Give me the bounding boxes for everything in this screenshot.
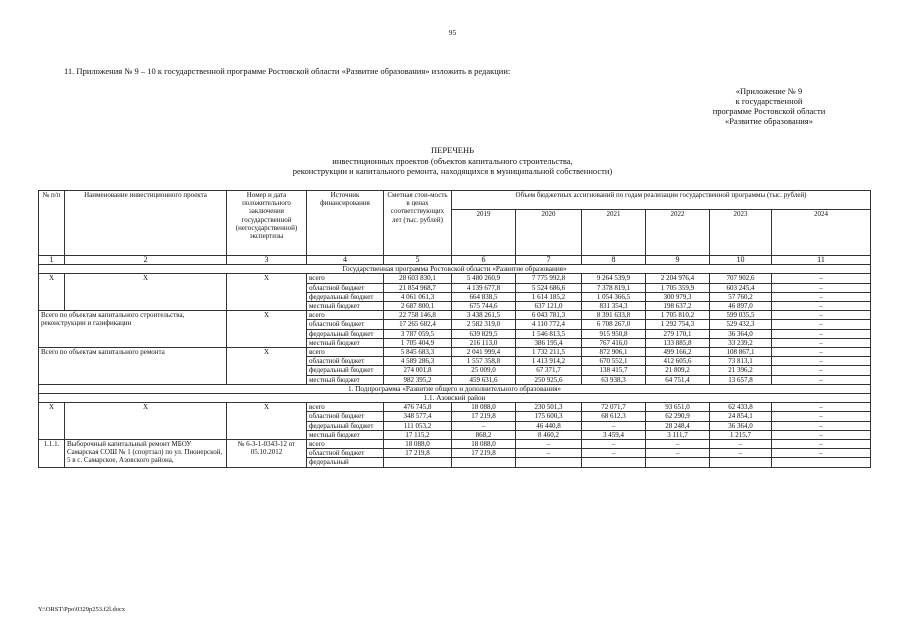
row-source: областной бюджет [307,357,384,366]
cell-2023: 36 364,0 [710,329,772,338]
footer-file-path: Y:\ORST\Ppo\0329p253.f2l.docx [38,606,126,613]
header-cost: Сметная стои-мость в ценах соответствующих лет (тыс. рублей) [384,191,452,256]
row-source: местный бюджет [307,338,384,347]
table-row [39,274,871,283]
row-source: федеральный бюджет [307,329,384,338]
row-expertise: Х [227,348,307,385]
row-source: областной бюджет [307,449,384,458]
cell-2021: 831 354,3 [582,302,646,311]
cell-2023: 603 245,4 [710,283,772,292]
cell-cost [384,458,452,467]
header-source: Источник финансирования [307,191,384,256]
appendix-line-3: программе Ростовской области [712,106,826,116]
cell-2020: 46 440,8 [516,421,582,430]
cell-2023: 1 215,7 [710,430,772,439]
cell-2024: – [772,403,871,412]
row-expertise: Х [227,274,307,311]
section-row [39,394,871,403]
cell-cost: 21 854 968,7 [384,283,452,292]
cell-2019: 459 631,6 [452,375,516,384]
cell-2023: 13 657,8 [710,375,772,384]
column-number: 6 [452,256,516,265]
cell-2022: 198 637,2 [646,302,710,311]
cell-2022: 62 290,9 [646,412,710,421]
cell-2023: 707 902,6 [710,274,772,283]
row-source: областной бюджет [307,412,384,421]
cell-cost: 4 061 061,3 [384,292,452,301]
cell-cost: 28 603 830,1 [384,274,452,283]
cell-2020: 230 501,3 [516,403,582,412]
cell-2020: 1 546 813,5 [516,329,582,338]
cell-2021: 670 552,1 [582,357,646,366]
heading-title: ПЕРЕЧЕНЬ [431,145,474,155]
row-expertise: Х [227,403,307,440]
cell-2022: 1 705 810,2 [646,311,710,320]
cell-2022: 64 751,4 [646,375,710,384]
cell-2024: – [772,357,871,366]
cell-2020 [516,458,582,467]
cell-2024: – [772,338,871,347]
cell-2022 [646,458,710,467]
column-number: 1 [39,256,65,265]
row-source: федеральный бюджет [307,366,384,375]
cell-2020: 250 925,6 [516,375,582,384]
cell-2022: 133 885,8 [646,338,710,347]
cell-cost: 476 745,8 [384,403,452,412]
column-numbers-row [39,256,871,265]
section-row [39,384,871,393]
cell-2024: – [772,329,871,338]
cell-2022: – [646,449,710,458]
cell-2023: 57 760,2 [710,292,772,301]
section-row [39,265,871,274]
header-year: 2019 [452,210,516,256]
cell-2024: – [772,320,871,329]
row-expertise: № 6-3-1-0343-12 от 05.10.2012 [227,440,307,468]
cell-2022: 412 605,6 [646,357,710,366]
cell-2023: – [710,449,772,458]
cell-2019: 216 113,0 [452,338,516,347]
column-number: 3 [227,256,307,265]
row-num: 1.1.1. [39,440,65,468]
appendix-line-1: «Приложение № 9 [735,86,803,96]
cell-2019: 1 557 358,8 [452,357,516,366]
cell-2023: 529 432,3 [710,320,772,329]
header-year: 2021 [582,210,646,256]
intro-text: 11. Приложения № 9 – 10 к государственной программе Ростовской области «Развитие образования» изложить в редакции: [64,66,511,76]
cell-2021: 63 938,3 [582,375,646,384]
table-row [39,440,871,449]
cell-2020: 1 413 914,2 [516,357,582,366]
column-number: 8 [582,256,646,265]
cell-2019: 639 829,5 [452,329,516,338]
cell-2019 [452,458,516,467]
cell-2022: 2 204 976,4 [646,274,710,283]
header-num: № п/п [39,191,65,256]
cell-2020: 175 600,3 [516,412,582,421]
cell-cost: 4 589 286,3 [384,357,452,366]
cell-2024: – [772,375,871,384]
row-name: Х [65,274,227,311]
cell-2023 [710,458,772,467]
cell-2021: – [582,421,646,430]
cell-2022: 28 248,4 [646,421,710,430]
cell-2019: – [452,421,516,430]
row-source: всего [307,348,384,357]
header-name: Наименование инвестиционного проекта [65,191,227,256]
cell-2022: 300 979,3 [646,292,710,301]
column-number: 2 [65,256,227,265]
cell-2021: 767 416,0 [582,338,646,347]
column-number: 5 [384,256,452,265]
cell-2022: 499 166,2 [646,348,710,357]
table-row [39,311,871,320]
cell-2023: – [710,440,772,449]
cell-cost: 1 705 404,9 [384,338,452,347]
header-year: 2020 [516,210,582,256]
cell-2023: 36 364,0 [710,421,772,430]
cell-2023: 62 433,8 [710,403,772,412]
cell-2023: 33 239,2 [710,338,772,347]
column-number: 4 [307,256,384,265]
cell-2024: – [772,440,871,449]
cell-2019: 18 088,0 [452,403,516,412]
row-name: Всего по объектам капитального строительства, реконструкции и газификации [39,311,227,348]
table-row [39,348,871,357]
cell-2021: 9 264 539,9 [582,274,646,283]
cell-2024 [772,458,871,467]
cell-cost: 274 001,8 [384,366,452,375]
column-number: 10 [710,256,772,265]
cell-cost: 2 687 800,1 [384,302,452,311]
cell-2020: 1 732 211,5 [516,348,582,357]
cell-2020: – [516,449,582,458]
cell-cost: 17 219,8 [384,449,452,458]
cell-2019: 18 088,0 [452,440,516,449]
heading-line-1: инвестиционных проектов (объектов капитального строительства, [332,155,573,166]
row-source: местный бюджет [307,430,384,439]
cell-cost: 111 053,2 [384,421,452,430]
cell-2019: 17 219,8 [452,412,516,421]
heading-line-2: реконструкции и капитального ремонта, находящихся в муниципальной собственности) [292,166,613,176]
column-number: 7 [516,256,582,265]
row-source: федеральный бюджет [307,421,384,430]
cell-cost: 22 758 146,8 [384,311,452,320]
cell-2021: 138 415,7 [582,366,646,375]
row-source: всего [307,311,384,320]
cell-2021: 72 071,7 [582,403,646,412]
row-name: Х [65,403,227,440]
cell-2022: – [646,440,710,449]
column-number: 9 [646,256,710,265]
cell-2021 [582,458,646,467]
cell-2021: 7 378 819,1 [582,283,646,292]
row-source: всего [307,440,384,449]
cell-2023: 21 396,2 [710,366,772,375]
cell-2019: 4 139 677,8 [452,283,516,292]
cell-cost: 348 577,4 [384,412,452,421]
cell-2021: – [582,440,646,449]
header-volume: Объем бюджетных ассигнований по годам реализации государственной программы (тыс. рублей) [452,191,871,210]
row-source: местный бюджет [307,375,384,384]
appendix-line-4: «Развитие образования» [725,116,813,126]
cell-2021: 8 391 633,8 [582,311,646,320]
row-source: областной бюджет [307,320,384,329]
header-expertise: Номер и дата положительного заключения государственной (негосударственной) экспертизы [227,191,307,256]
cell-2019: 2 041 999,4 [452,348,516,357]
cell-2024: – [772,274,871,283]
cell-2019: 664 838,5 [452,292,516,301]
cell-2020: – [516,440,582,449]
header-year: 2022 [646,210,710,256]
cell-cost: 5 845 683,3 [384,348,452,357]
cell-2022: 1 292 754,3 [646,320,710,329]
cell-2019: 868,2 [452,430,516,439]
cell-2023: 46 897,0 [710,302,772,311]
cell-2021: – [582,449,646,458]
cell-2021: 1 054 366,5 [582,292,646,301]
row-name: Выборочный капитальный ремонт МБОУ Самарская СОШ № 1 (спортзал) по ул. Пионерской, 5 в с. Самарское, Азовского района, [65,440,227,468]
header-row-1 [39,191,871,210]
cell-2024: – [772,412,871,421]
cell-2019: 25 009,0 [452,366,516,375]
cell-2024: – [772,449,871,458]
cell-2022: 1 705 359,9 [646,283,710,292]
cell-2020: 1 614 185,2 [516,292,582,301]
cell-2024: – [772,311,871,320]
cell-2021: 915 950,8 [582,329,646,338]
cell-2024: – [772,292,871,301]
cell-2024: – [772,283,871,292]
cell-2022: 279 170,1 [646,329,710,338]
cell-2023: 108 867,1 [710,348,772,357]
cell-2024: – [772,430,871,439]
row-source: местный бюджет [307,302,384,311]
document-heading [0,145,905,177]
appendix-caption [699,86,839,126]
header-year: 2023 [710,210,772,256]
cell-2020: 67 371,7 [516,366,582,375]
header-year: 2024 [772,210,871,256]
row-name: Всего по объектам капитального ремонта [39,348,227,385]
cell-2020: 386 195,4 [516,338,582,347]
table-row [39,403,871,412]
cell-2021: 3 459,4 [582,430,646,439]
cell-cost: 982 395,2 [384,375,452,384]
cell-cost: 3 787 059,5 [384,329,452,338]
cell-2019: 2 582 319,0 [452,320,516,329]
cell-2019: 5 480 260,9 [452,274,516,283]
cell-2021: 872 906,1 [582,348,646,357]
column-number: 11 [772,256,871,265]
cell-2020: 6 043 781,3 [516,311,582,320]
row-source: федеральный [307,458,384,467]
cell-cost: 18 088,0 [384,440,452,449]
cell-2019: 675 744,6 [452,302,516,311]
cell-2021: 68 612,3 [582,412,646,421]
cell-2024: – [772,366,871,375]
cell-2020: 7 775 992,8 [516,274,582,283]
section-program-title: Государственная программа Ростовской области «Развитие образования» [39,265,871,274]
cell-2021: 6 708 267,0 [582,320,646,329]
row-num: Х [39,274,65,311]
row-source: всего [307,274,384,283]
appendix-line-2: к государственной [735,96,803,106]
cell-2024: – [772,421,871,430]
row-num: Х [39,403,65,440]
cell-2022: 93 651,0 [646,403,710,412]
cell-2024: – [772,302,871,311]
page-number: 95 [448,28,457,37]
investment-projects-table [38,190,871,468]
district-title: 1.1. Азовский район [39,394,871,403]
row-expertise: Х [227,311,307,348]
row-source: областной бюджет [307,283,384,292]
cell-2020: 4 110 772,4 [516,320,582,329]
cell-cost: 17 265 682,4 [384,320,452,329]
cell-2023: 24 854,1 [710,412,772,421]
cell-2022: 3 111,7 [646,430,710,439]
cell-2019: 3 438 261,5 [452,311,516,320]
cell-cost: 17 115,2 [384,430,452,439]
subprogram-title: 1. Подпрограмма «Развитие общего и дополнительного образования» [39,384,871,393]
cell-2020: 637 121,0 [516,302,582,311]
cell-2020: 5 524 686,6 [516,283,582,292]
cell-2022: 21 809,2 [646,366,710,375]
cell-2019: 17 219,8 [452,449,516,458]
row-source: всего [307,403,384,412]
row-source: федеральный бюджет [307,292,384,301]
cell-2020: 8 460,2 [516,430,582,439]
cell-2024: – [772,348,871,357]
cell-2023: 599 035,5 [710,311,772,320]
cell-2023: 73 813,1 [710,357,772,366]
